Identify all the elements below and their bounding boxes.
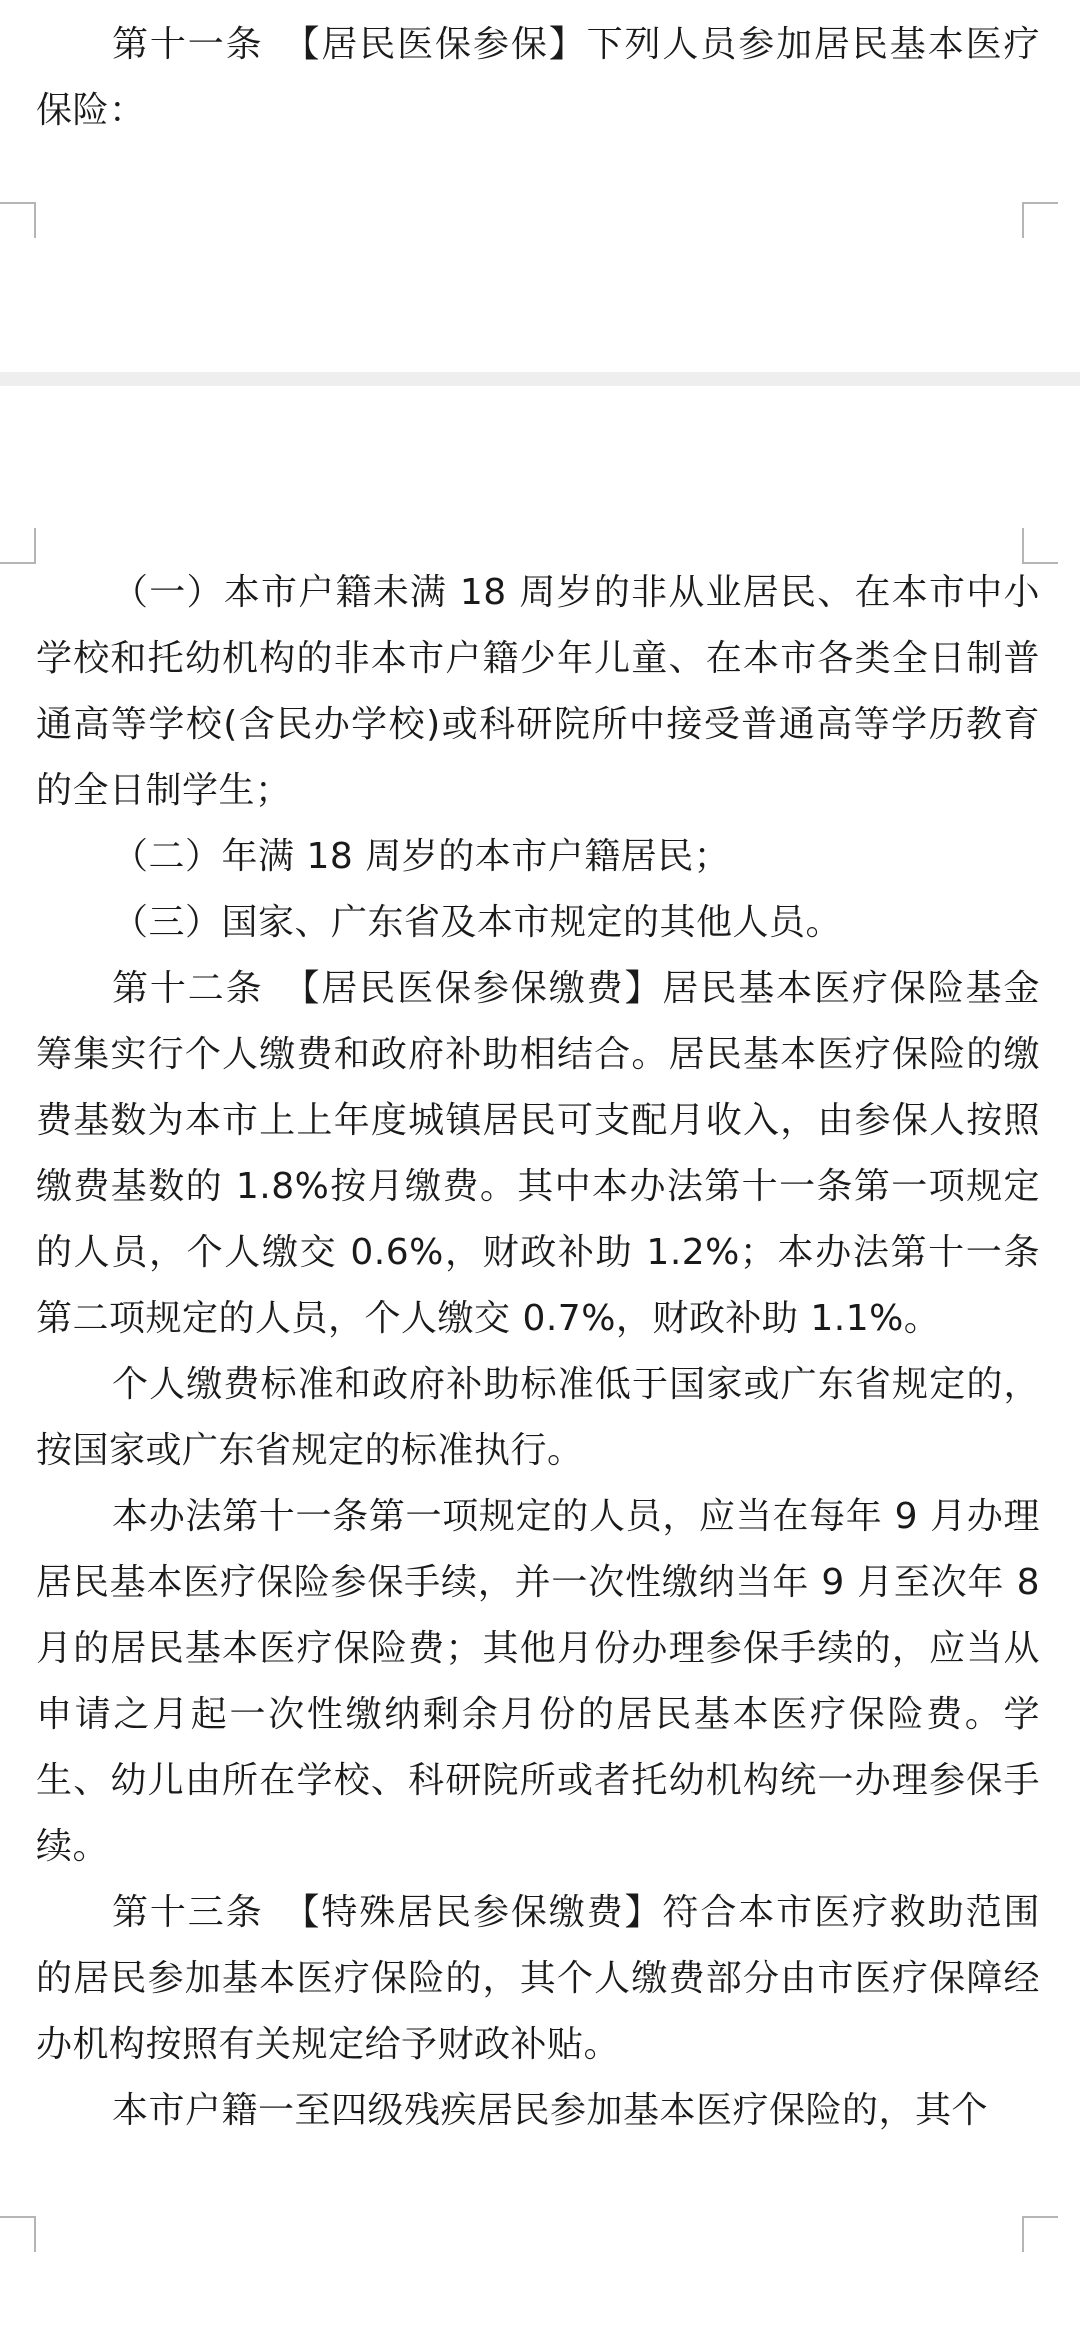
article-11-heading-paragraph: 第十一条 【居民医保参保】下列人员参加居民基本医疗保险： xyxy=(36,24,1040,131)
paragraph-article-12-procedure: 本办法第十一条第一项规定的人员，应当在每年 9 月办理居民基本医疗保险参保手续，并一次性缴纳当年 9 月至次年 8 月的居民基本医疗保险费；其他月份办理参保手续的，应当从申请之月起一次性缴纳剩余月份的居民基本医疗保险费。学生、幼儿由所在学校、科研院所或者托幼机构统一办理参保手续。 xyxy=(36,1496,1040,1867)
page-separator xyxy=(0,372,1080,386)
paragraph-item-1: （一）本市户籍未满 18 周岁的非从业居民、在本市中小学校和托幼机构的非本市户籍少年儿童、在本市各类全日制普通高等学校(含民办学校)或科研院所中接受普通高等学历教育的全日制学生； xyxy=(36,572,1040,811)
page-2-top-right-margin-mark xyxy=(1022,528,1058,564)
page-2-bottom-right-margin-mark xyxy=(1022,2216,1058,2252)
paragraph-article-12-standard: 个人缴费标准和政府补助标准低于国家或广东省规定的，按国家或广东省规定的标准执行。 xyxy=(36,1364,1040,1471)
page-1-bottom-left-margin-mark xyxy=(0,202,36,238)
page-2-top-left-margin-mark xyxy=(0,528,36,564)
paragraph-article-13-disabled: 本市户籍一至四级残疾居民参加基本医疗保险的，其个 xyxy=(112,2090,989,2131)
document-page-2 xyxy=(0,386,1080,2340)
paragraph-item-2: （二）年满 18 周岁的本市户籍居民； xyxy=(112,836,731,877)
document-page-1 xyxy=(0,0,1080,372)
paragraph-article-13: 第十三条 【特殊居民参保缴费】符合本市医疗救助范围的居民参加基本医疗保险的，其个人缴费部分由市医疗保障经办机构按照有关规定给予财政补贴。 xyxy=(36,1892,1040,2065)
page-2-text-block xyxy=(36,560,1040,2144)
page-1-text-block xyxy=(36,12,1040,144)
paragraph-item-3: （三）国家、广东省及本市规定的其他人员。 xyxy=(112,902,843,943)
page-2-bottom-left-margin-mark xyxy=(0,2216,36,2252)
paragraph-article-12: 第十二条 【居民医保参保缴费】居民基本医疗保险基金筹集实行个人缴费和政府补助相结合。居民基本医疗保险的缴费基数为本市上上年度城镇居民可支配月收入，由参保人按照缴费基数的 1.8%按月缴费。其中本办法第十一条第一项规定的人员，个人缴交 0.6%，财政补助 1.2%；本办法第十一条第二项规定的人员，个人缴交 0.7%，财政补助 1.1%。 xyxy=(36,968,1040,1339)
page-1-bottom-right-margin-mark xyxy=(1022,202,1058,238)
